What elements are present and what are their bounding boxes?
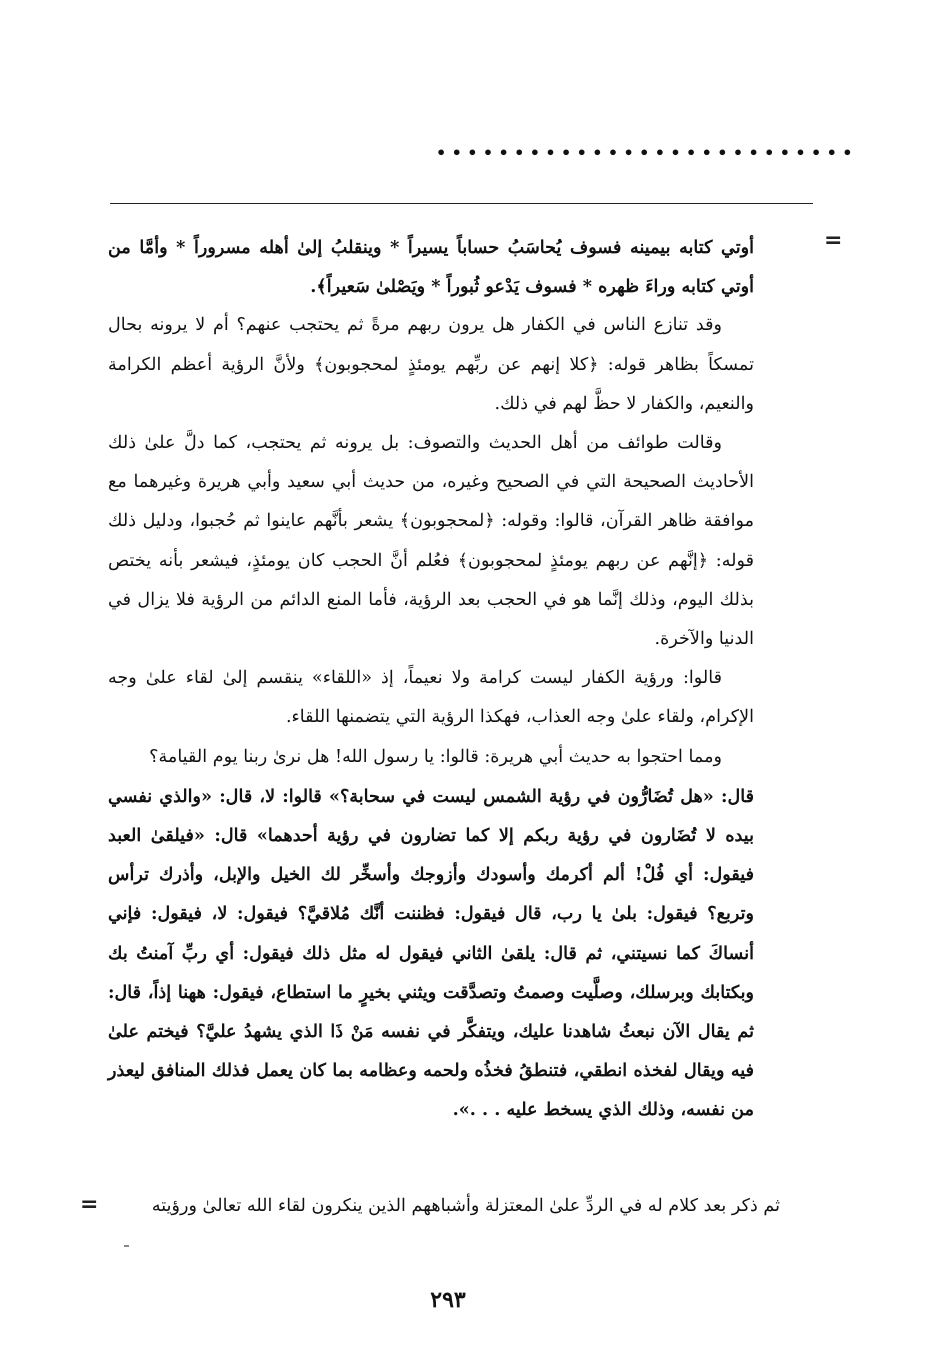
side-mark-top: =: [824, 228, 843, 253]
header-dots: •••••••••••••••••••••••••••: [436, 143, 858, 162]
paragraph-hadith-text: قال: «هل تُضَارُّون في رؤية الشمس ليست في سحابة؟» قالوا: لا، قال: «والذي نفسي بيده لا تُضَارون في رؤية ربكم إلا كما تضارون في رؤية أحدهما» قال: «فيلقىٰ العبد فيقول: أي فُلْ! ألم أكرمك وأسودك وأزوجك وأسخِّر لك الخيل والإبل، وأذرك ترأس وتربع؟ فيقول: بلىٰ يا رب، قال فيقول: فظننت أنَّك مُلاقيَّ؟ فيقول: لا، فيقول: فإني أنساكَ كما نسيتني، ثم قال: يلقىٰ الثاني فيقول له مثل ذلك فيقول: أي ربِّ آمنتُ بك وبكتابك وبرسلك، وصلَّيت وصمتُ وتصدَّقت ويثني بخيرٍ ما استطاع، فيقول: ههنا إذاً، قال: ثم يقال الآن نبعثُ شاهدنا عليك، ويتفكَّر في نفسه مَنْ ذَا الذي يشهدُ عليَّ؟ فيختم علىٰ فيه ويقال لفخذه انطقي، فتنطقُ فخذُه ولحمه وعظامه بما كان يعمل فذلك المنافق ليعذر من نفسه، وذلك الذي يسخط عليه . . .».: [108, 785, 754, 1121]
body-text: [108, 228, 754, 1130]
continuation-line: ثم ذكر بعد كلام له في الردِّ علىٰ المعتزلة وأشباههم الذين ينكرون لقاء الله تعالىٰ ورؤيته: [151, 1196, 780, 1216]
page-number: ٢٩٣: [430, 1287, 466, 1313]
paragraph-hadith-scholars: وقالت طوائف من أهل الحديث والتصوف: بل يرونه ثم يحتجب، كما دلَّ علىٰ ذلك الأحاديث الصحيحة التي في الصحيح وغيره، من حديث أبي سعيد وأبي هريرة وغيرهما مع موافقة ظاهر القرآن، قالوا: وقوله: ﴿لمحجوبون﴾ يشعر بأنَّهم عاينوا ثم حُجبوا، ودليل ذلك قوله: ﴿إنَّهم عن ربهم يومئذٍ لمحجوبون﴾ فعُلم أنَّ الحجب كان يومئذٍ، فيشعر بأنه يختص بذلك اليوم، وذلك إنَّما هو في الحجب بعد الرؤية، فأما المنع الدائم من الرؤية فلا يزال في الدنيا والآخرة.: [108, 433, 754, 650]
paragraph-vision-of-disbelievers: قالوا: ورؤية الكفار ليست كرامة ولا نعيماً، إذ «اللقاء» ينقسم إلىٰ لقاء علىٰ وجه الإكرام، ولقاء علىٰ وجه العذاب، فهكذا الرؤية التي يتضمنها اللقاء.: [108, 668, 754, 728]
paragraph-abu-hurairah-intro: ومما احتجوا به حديث أبي هريرة: قالوا: يا رسول الله! هل نرىٰ ربنا يوم القيامة؟: [149, 746, 722, 767]
side-mark-bottom: =: [80, 1192, 99, 1217]
footer-tick: [124, 1245, 129, 1247]
paragraph-dispute: وقد تنازع الناس في الكفار هل يرون ربهم مرةً ثم يحتجب عنهم؟ أم لا يرونه بحال تمسكاً بظاهر قوله: ﴿كلا إنهم عن ربِّهم يومئذٍ لمحجوبون﴾ ولأنَّ الرؤية أعظم الكرامة والنعيم، والكفار لا حظَّ لهم في ذلك.: [108, 315, 754, 414]
paragraph-quran-verse: أوتي كتابه بيمينه فسوف يُحاسَبُ حساباً يسيراً * وينقلبُ إلىٰ أهله مسروراً * وأمَّا من أوتي كتابه وراءَ ظهره * فسوف يَدْعو ثُبوراً * ويَصْلىٰ سَعيراً﴾.: [108, 237, 754, 298]
header-rule: [110, 203, 813, 204]
